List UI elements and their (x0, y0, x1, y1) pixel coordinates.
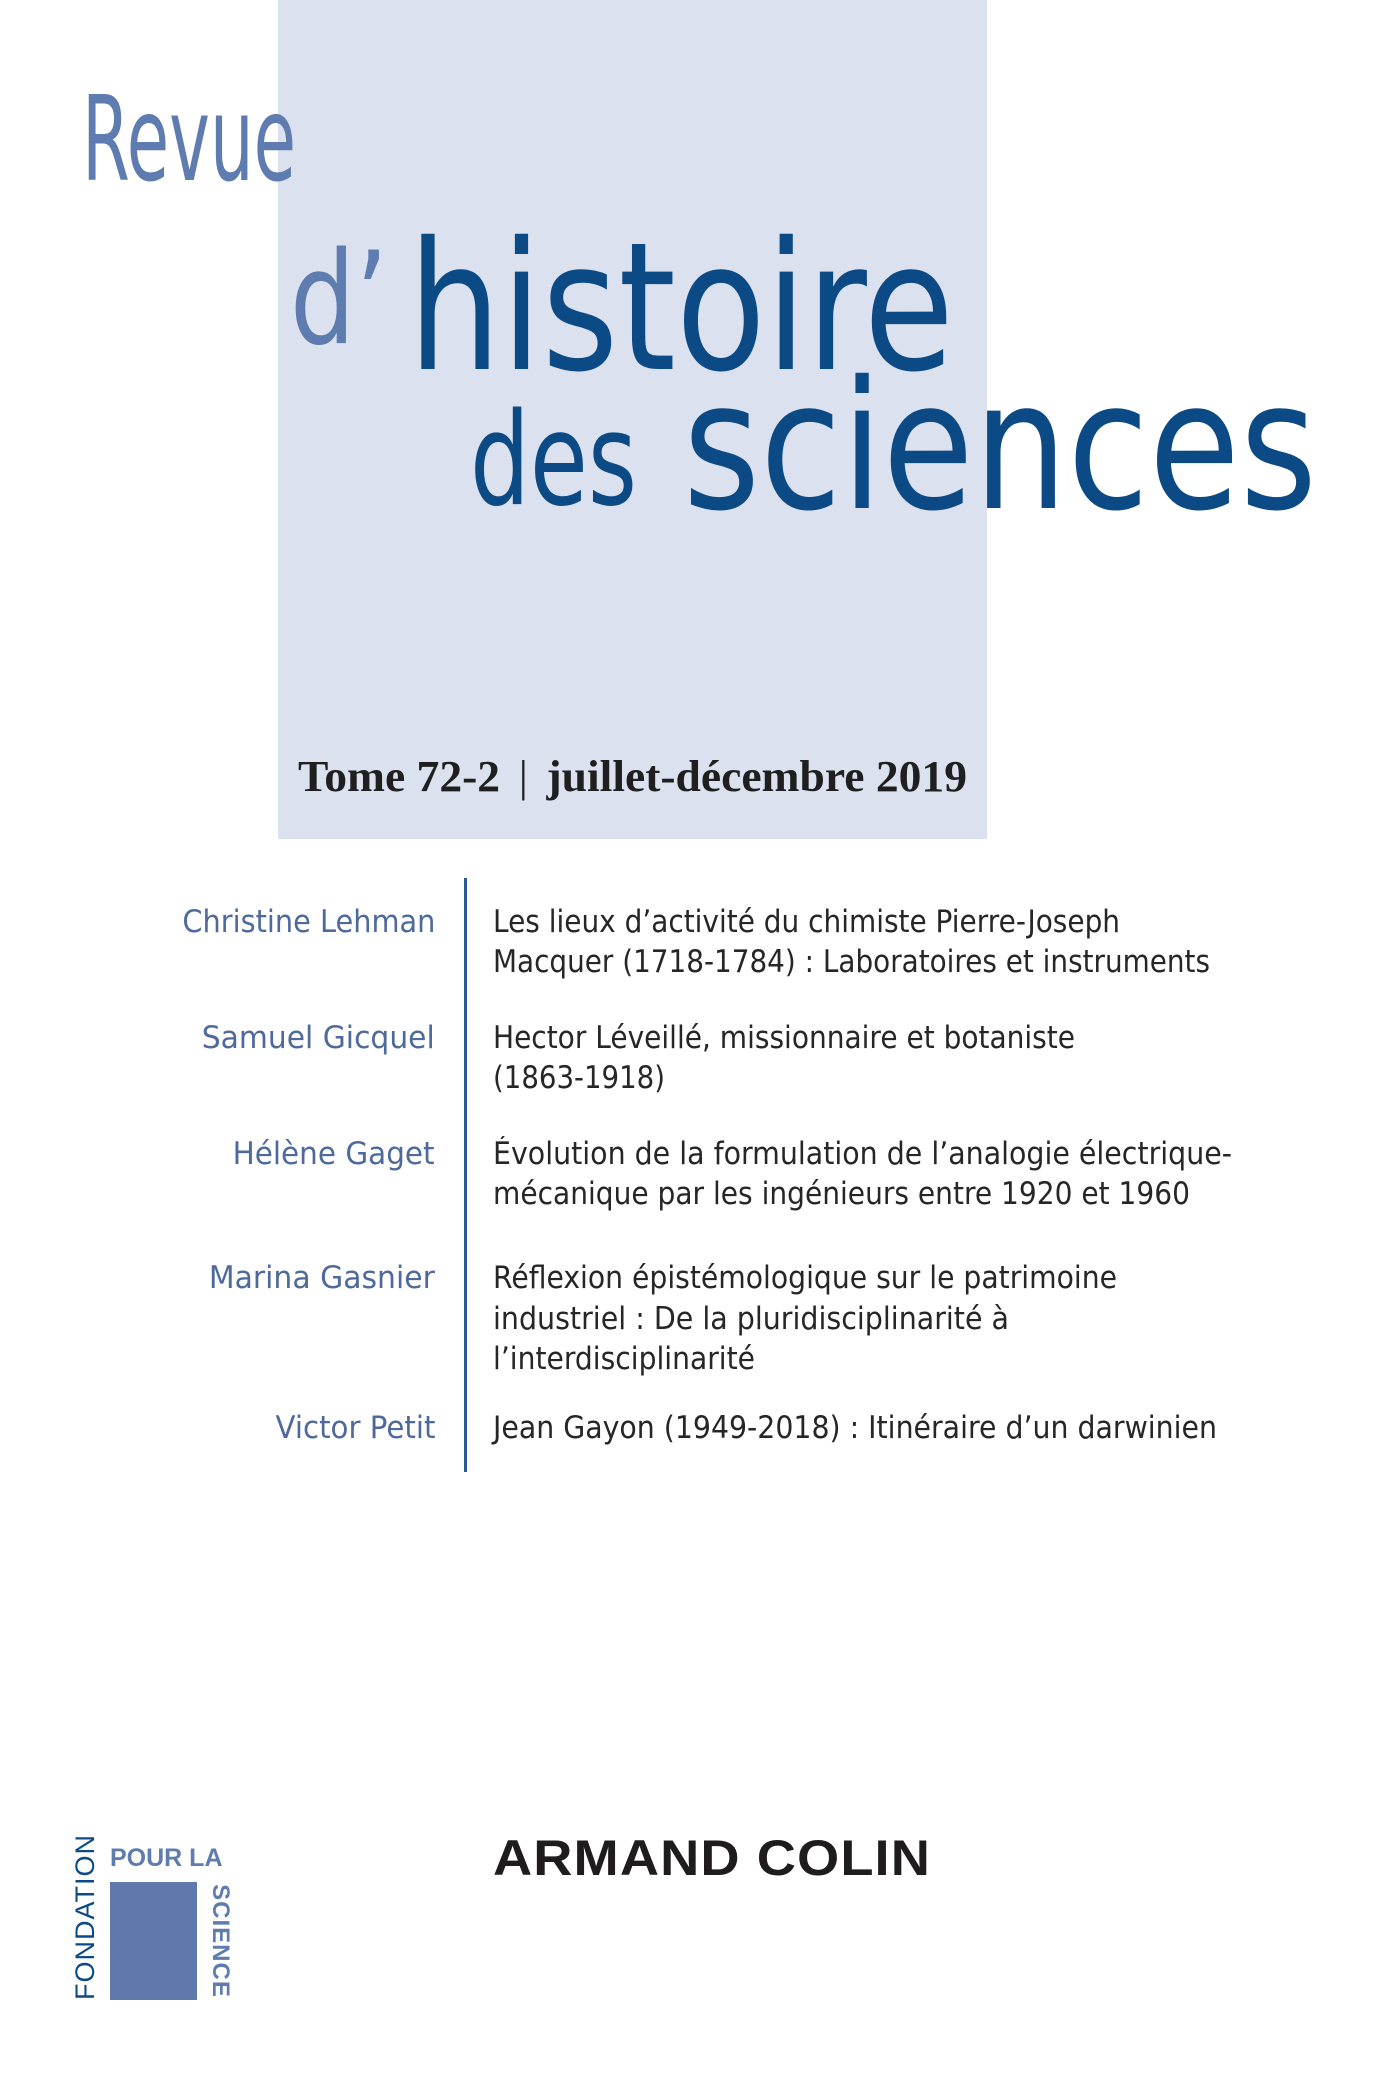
issue-info (298, 751, 967, 801)
logo-pour-la-text: POUR LA (110, 1844, 223, 1872)
logo-square-icon (110, 1882, 197, 2000)
logo-fondation-text (70, 1834, 100, 2000)
journal-title-sciences: sciences (683, 343, 1318, 551)
journal-title-d-prefix: d’ (290, 225, 389, 375)
article-author: Samuel Gicquel (202, 1019, 435, 1056)
article-author: Victor Petit (274, 1409, 435, 1446)
article-author: Marina Gasnier (208, 1259, 435, 1296)
journal-title-histoire: histoire (408, 204, 955, 412)
journal-title-revue: Revue (82, 69, 297, 208)
article-title-line: Évolution de la formulation de l’analogie électrique- (493, 1135, 1233, 1172)
article-title-line: l’interdisciplinarité (493, 1340, 756, 1377)
journal-title-des: des (470, 386, 638, 536)
article-author: Christine Lehman (181, 903, 435, 940)
publisher-logo: ARMAND COLIN (493, 1830, 931, 1886)
issue-volume: Tome 72-2 (298, 751, 501, 801)
article-title-line: Jean Gayon (1949-2018) : Itinéraire d’un darwinien (493, 1409, 1217, 1446)
article-title-line: Réflexion épistémologique sur le patrimoine (493, 1259, 1118, 1296)
issue-separator: | (518, 751, 528, 801)
issue-period: juillet-décembre 2019 (546, 751, 967, 801)
logo-science-text (207, 1882, 234, 2000)
article-title-line: Macquer (1718-1784) : Laboratoires et instruments (493, 943, 1210, 980)
article-title-line: mécanique par les ingénieurs entre 1920 et 1960 (493, 1175, 1190, 1212)
contents-divider (464, 878, 467, 1472)
logo-fondation-label: FONDATION (70, 1834, 100, 2000)
logo-science-label: SCIENCE (207, 1884, 234, 1998)
article-author: Hélène Gaget (233, 1135, 435, 1172)
article-title-line: industriel : De la pluridisciplinarité à (493, 1300, 1010, 1337)
article-title-line: Les lieux d’activité du chimiste Pierre-Joseph (493, 903, 1121, 940)
article-title-line: Hector Léveillé, missionnaire et botaniste (493, 1019, 1076, 1056)
article-title-line: (1863-1918) (493, 1059, 666, 1096)
